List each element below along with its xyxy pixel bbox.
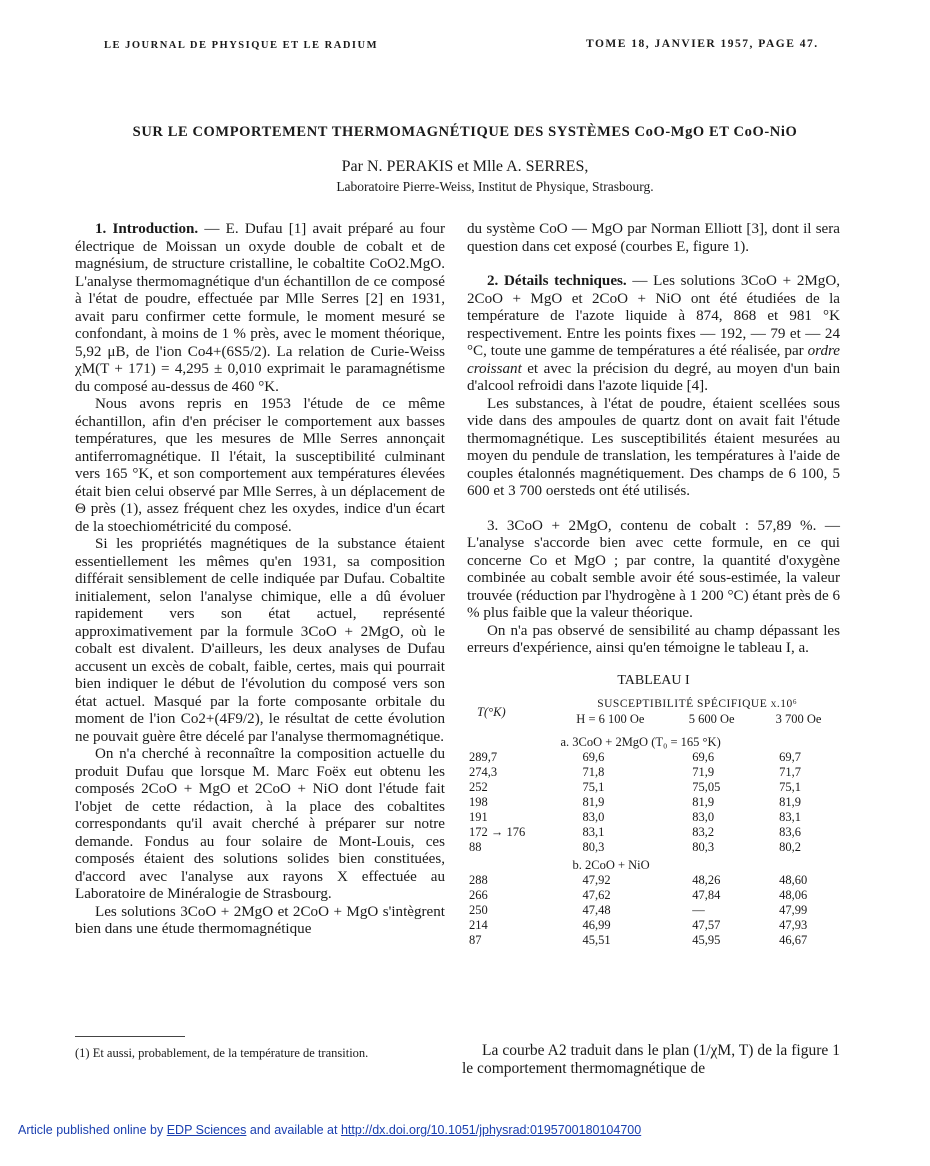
- table-cell-value: 83,0: [692, 810, 715, 824]
- techniques-heading: 2. Détails techniques.: [487, 273, 627, 289]
- table-cell-value: 75,05: [692, 780, 721, 794]
- table-cell-value: 83,6: [779, 825, 801, 839]
- table-cell-value: 47,92: [582, 873, 611, 887]
- table-cell-value: 48,60: [779, 873, 808, 887]
- authors: [0, 158, 930, 176]
- table-cell-value: 45,51: [582, 933, 611, 947]
- paragraph: La courbe A2 traduit dans le plan (1/χM, T) de la figure 1 le comportement thermomagnétique de: [462, 1042, 840, 1077]
- table-cell-value: 75,1: [582, 780, 605, 794]
- table-row: [467, 933, 842, 948]
- table-cell-value: 69,7: [779, 750, 801, 764]
- table-cell-value: 75,1: [779, 780, 801, 794]
- footer-prefix: Article published online by: [18, 1123, 164, 1137]
- techniques-text-end: et avec la précision du degré, au moyen d'un bain d'alcool refroidi dans l'azote liquide [4].: [467, 360, 840, 394]
- table-cell-value: 80,3: [692, 840, 715, 854]
- table-cell-value: 71,8: [582, 765, 605, 779]
- table-cell-temperature: 288: [469, 873, 488, 887]
- table-cell-temperature: 289,7: [469, 750, 498, 764]
- page-title: SUR LE COMPORTEMENT THERMOMAGNÉTIQUE DES SYSTÈMES CoO-MgO ET CoO-NiO: [132, 124, 798, 140]
- table-cell-value: 81,9: [692, 795, 715, 809]
- paragraph: Les substances, à l'état de poudre, étaient scellées sous vide dans des ampoules de quartz dont on avait fait l'étude thermomagnétique. Les susceptibilités étaient mesurées au moyen du pendule de translation, les températures à l'aide de couples étalonnés magnétiquement. Des champs de 6 100, 5 600 et 3 700 oersteds ont été utilisés.: [467, 395, 840, 499]
- table-cell-value: 81,9: [582, 795, 605, 809]
- table-cell-value: 48,06: [779, 888, 808, 902]
- table-row: [467, 810, 842, 825]
- table-cell-temperature: 252: [469, 780, 488, 794]
- table-cell-temperature: 191: [469, 810, 488, 824]
- table-cell-value: 46,99: [582, 918, 611, 932]
- authors-prefix: Par: [341, 158, 363, 175]
- table-field: 5 600 Oe: [688, 712, 735, 726]
- paragraph: On n'a pas observé de sensibilité au champ dépassant les erreurs d'expérience, ainsi qu'en témoigne le tableau I, a.: [467, 622, 840, 656]
- table-body-b: [467, 873, 842, 948]
- table-cell-value: 47,57: [692, 918, 721, 932]
- table-cell-value: 45,95: [692, 933, 721, 947]
- table-row: [467, 873, 842, 888]
- paragraph: Nous avons repris en 1953 l'étude de ce même échantillon, afin d'en préciser le comportement aux basses températures, que les mesures de Mlle Serres annonçait antiferromagnétique. Il l'était, la susceptibilité culminant vers 165 °K, et son comportement aux températures élevées était bien celui observé par Mlle Serres, à un déplacement de Θ près (1), assez fréquent chez les oxydes, indice d'un écart de la stoechiométricité du composé.: [75, 396, 445, 535]
- table-cell-value: 69,6: [582, 750, 605, 764]
- table-cell-value: 83,1: [582, 825, 605, 839]
- table-row: [467, 918, 842, 933]
- table-cell-temperature: 198: [469, 795, 488, 809]
- table-cell-temperature: 214: [469, 918, 488, 932]
- table-row: [467, 750, 842, 765]
- intro-paragraph: [75, 221, 445, 396]
- affiliation: Laboratoire Pierre-Weiss, Institut de Physique, Strasbourg.: [336, 179, 654, 194]
- table-cell-value: 71,7: [779, 765, 801, 779]
- volume-info: TOME 18, JANVIER 1957, PAGE 47.: [586, 38, 819, 50]
- intro-heading: 1. Introduction.: [95, 221, 199, 237]
- table-field: H = 6 100 Oe: [576, 712, 645, 726]
- author-names: N. PERAKIS et Mlle A. SERRES,: [366, 158, 589, 175]
- table-cell-value: 83,0: [582, 810, 605, 824]
- techniques-text: — Les solutions 3CoO + 2MgO, 2CoO + MgO et 2CoO + NiO ont été étudiées de la température de l'azote liquide à 874, 868 et 981 °K respectivement. Entre les points fixes — 192, — 79 et — 24 °C, toute une gamme de températures a été réalisée, par: [467, 273, 841, 359]
- table-row: [467, 780, 842, 795]
- table-cell-value: 47,62: [582, 888, 611, 902]
- doi-link[interactable]: http://dx.doi.org/10.1051/jphysrad:0195700180104700: [340, 1123, 642, 1137]
- techniques-paragraph: [467, 273, 840, 396]
- section-3-paragraph: 3. 3CoO + 2MgO, contenu de cobalt : 57,89 %. — L'analyse s'accorde bien avec cette formule, en ce qui concerne Co et MgO ; par contre, la quantité d'oxygène combinée au cobalt semble avoir été sous-estimée, la valeur trouvée (réduction par l'hydrogène à 1 200 °C) étant près de 6 % plus faible que la valeur théorique.: [467, 517, 840, 621]
- paragraph: Les solutions 3CoO + 2MgO et 2CoO + MgO s'intègrent bien dans une étude thermomagnétique: [75, 903, 445, 937]
- table-cell-temperature: 87: [469, 933, 482, 947]
- bottom-right-text: [462, 1042, 840, 1078]
- emphasis-text: ordre croissant: [467, 343, 840, 377]
- table-cell-value: 46,67: [779, 933, 808, 947]
- right-column: [467, 221, 840, 948]
- table-cell-value: 83,1: [779, 810, 801, 824]
- table-cell-value: 47,99: [779, 903, 808, 917]
- table-cell-value: 83,2: [692, 825, 715, 839]
- table-cell-temperature: 88: [469, 840, 482, 854]
- table-cell-value: 48,26: [692, 873, 721, 887]
- paragraph: du système CoO — MgO par Norman Elliott [3], dont il sera question dans cet exposé (courbes E, figure 1).: [467, 221, 840, 255]
- footnote-rule: [75, 1036, 185, 1037]
- footer: [18, 1123, 641, 1137]
- table-row: [467, 825, 842, 840]
- table-section-b: b. 2CoO + NiO: [572, 858, 650, 872]
- table-row: [467, 840, 842, 855]
- table-row: [467, 765, 842, 780]
- publisher-link[interactable]: EDP Sciences: [166, 1123, 247, 1137]
- footnote: (1) Et aussi, probablement, de la température de transition.: [75, 1046, 369, 1060]
- footer-middle: and available at: [249, 1123, 338, 1137]
- table-row: [467, 795, 842, 810]
- table-cell-value: 80,3: [582, 840, 605, 854]
- table-cell-value: 71,9: [692, 765, 715, 779]
- table-row: [467, 888, 842, 903]
- table-body-a: [467, 750, 842, 855]
- table-cell-value: 47,93: [779, 918, 808, 932]
- paragraph: On n'a cherché à reconnaître la composition actuelle du produit Dufau que lorsque M. Marc Foëx eut obtenu les composés 2CoO + MgO et 2CoO + NiO dont l'étude fait l'objet de cette rédaction, à la place des cobaltites correspondants qu'il avait cherché à préparer sur notre demande. Fondus au four solaire de Mont-Louis, ces composés étaient des solutions solides bien constituées, d'accord avec l'analyse aux rayons X effectuée au Laboratoire de Minéralogie de Strasbourg.: [75, 746, 445, 902]
- journal-name: LE JOURNAL DE PHYSIQUE ET LE RADIUM: [104, 40, 379, 51]
- table-cell-temperature: 266: [469, 888, 488, 902]
- table-cell-value: 47,48: [582, 903, 611, 917]
- table-col-temperature: T(°K): [477, 704, 506, 719]
- table-section-a: a. 3CoO + 2MgO (T₀ = 165 °K): [560, 735, 721, 749]
- table-header: SUSCEPTIBILITÉ SPÉCIFIQUE χ.10⁶: [597, 698, 798, 710]
- table-cell-temperature: 172 → 176: [469, 825, 526, 839]
- table-cell-value: 69,6: [692, 750, 715, 764]
- table-cell-temperature: 274,3: [469, 765, 498, 779]
- left-column: [75, 221, 445, 939]
- intro-text: — E. Dufau [1] avait préparé au four électrique de Moissan un oxyde double de cobalt et de magnésium, de structure cristalline, le cobaltite CoO2.MgO. L'analyse thermomagnétique d'un échantillon de ce composé à l'état de poudre, effectuée par Mlle Serres [2] en 1931, avait paru confirmer cette formule, le moment mesuré se confondant, à moins de 1 % près, avec le moment théorique, 5,92 μB, de l'ion Co4+(6S5/2). La relation de Curie-Weiss χM(T + 171) = 4,295 ± 0,010 exprimait le paramagnétisme du composé au-dessus de 460 °K.: [75, 221, 445, 395]
- paragraph: Si les propriétés magnétiques de la substance étaient essentiellement les mêmes qu'en 1931, sa composition différait sensiblement de celle indiquée par Dufau. Cobaltite initialement, selon l'analyse chimique, elle a dû évoluer rapidement vers son état actuel, représenté approximativement par la formule 3CoO + 2MgO, où le cobalt est divalent. D'ailleurs, les deux analyses de Dufau accusent un excès de cobalt, faible, certes, mais qui pourrait bien indiquer le début de l'évolution du composé vers son état actuel. Masqué par la forte composante orbitale du moment de l'ion Co2+(4F9/2), le résultat de cette évolution ne pouvait guère être décelé par l'analyse thermomagnétique.: [75, 536, 445, 745]
- table-cell-value: —: [692, 903, 705, 917]
- table-cell-value: 81,9: [779, 795, 801, 809]
- table-row: [467, 903, 842, 918]
- data-table: [467, 697, 842, 948]
- table-field: 3 700 Oe: [775, 712, 822, 726]
- table-title: TABLEAU I: [617, 672, 690, 688]
- table-cell-value: 80,2: [779, 840, 801, 854]
- table-cell-temperature: 250: [469, 903, 488, 917]
- table-cell-value: 47,84: [692, 888, 721, 902]
